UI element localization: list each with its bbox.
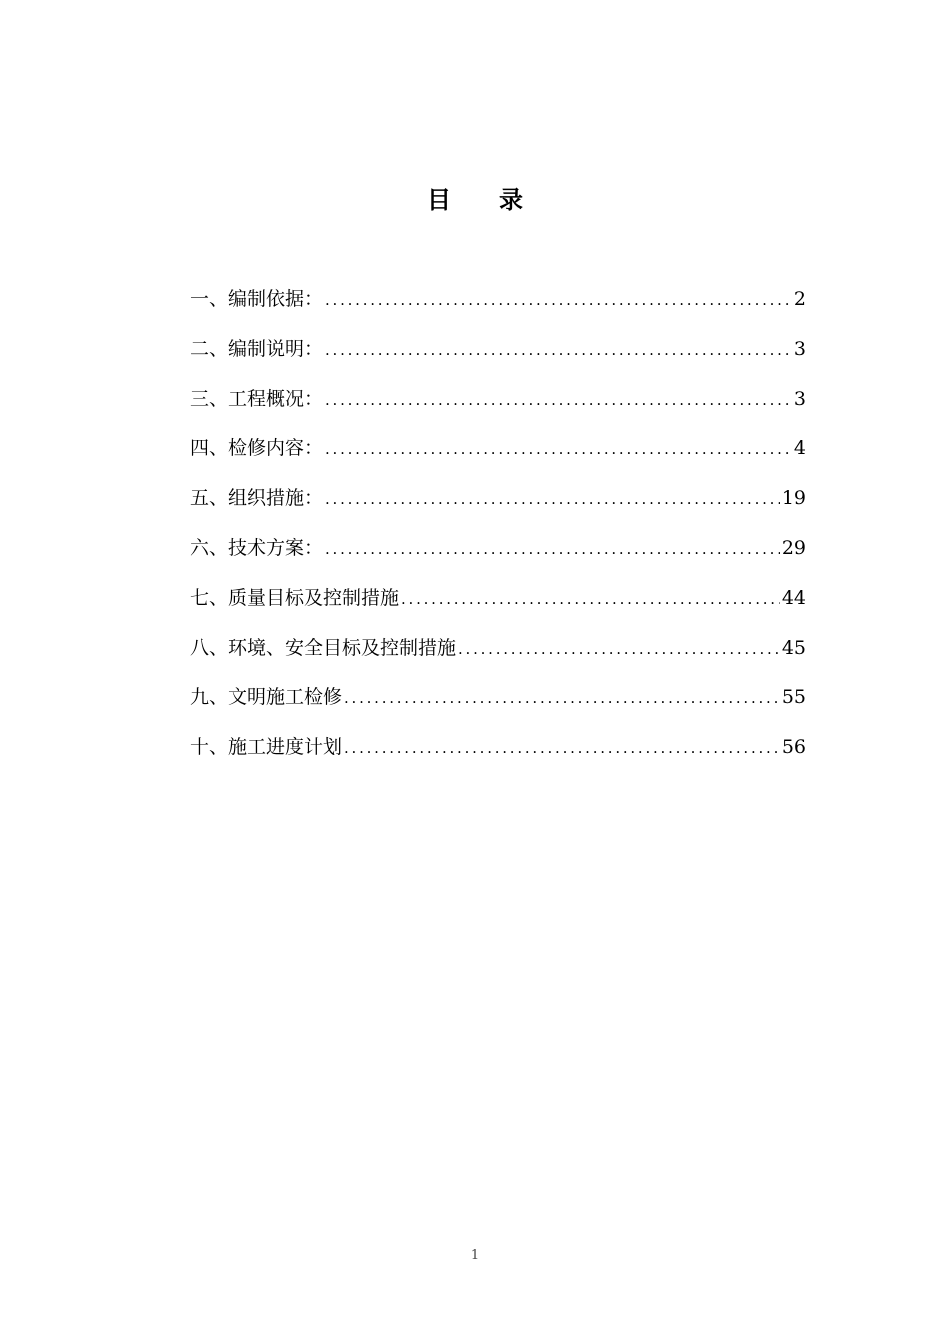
toc-entry[interactable] [190, 433, 806, 483]
toc-entry-label: 十、施工进度计划 [190, 736, 343, 759]
toc-dot-leader [458, 634, 780, 664]
page-number: 1 [470, 1248, 480, 1263]
toc-entry-page: 2 [793, 288, 806, 310]
toc-entry[interactable] [190, 284, 806, 334]
toc-dot-leader [325, 285, 792, 315]
toc-entry-label: 五、组织措施： [190, 487, 324, 510]
toc-dot-leader [325, 484, 780, 514]
toc-entry-page: 3 [793, 337, 806, 360]
toc-entry-page: 3 [793, 387, 806, 410]
toc-entry-page: 4 [793, 437, 806, 460]
toc-dot-leader [344, 683, 780, 713]
toc-dot-leader [401, 584, 780, 614]
toc-entry-label: 二、编制说明： [190, 337, 324, 360]
toc-entry-page: 29 [781, 536, 806, 559]
toc-dot-leader [325, 534, 780, 564]
toc-entry-page: 19 [781, 487, 806, 510]
toc-entry[interactable] [190, 583, 806, 633]
toc-entry[interactable] [190, 732, 806, 782]
toc-entry-page: 56 [781, 736, 806, 759]
toc-entry[interactable] [190, 483, 806, 533]
toc-dot-leader [325, 385, 792, 415]
toc-entry-label: 一、编制依据： [190, 288, 324, 310]
toc-entry-label: 三、工程概况： [190, 387, 324, 410]
toc-entry[interactable] [190, 384, 806, 434]
toc-entry-page: 44 [781, 586, 806, 609]
table-of-contents [190, 284, 806, 782]
toc-entry[interactable] [190, 334, 806, 384]
toc-dot-leader [325, 434, 792, 464]
toc-entry-label: 九、文明施工检修 [190, 686, 343, 709]
toc-dot-leader [325, 335, 792, 365]
title-char: 录 [499, 186, 523, 214]
toc-entry-page: 55 [781, 686, 806, 709]
toc-entry-label: 八、环境、安全目标及控制措施 [190, 636, 457, 659]
page-title [0, 180, 950, 215]
toc-entry[interactable] [190, 682, 806, 732]
toc-entry-label: 七、质量目标及控制措施 [190, 586, 400, 609]
toc-entry-label: 六、技术方案： [190, 536, 324, 559]
toc-dot-leader [344, 733, 780, 763]
toc-entry-label: 四、检修内容： [190, 437, 324, 460]
toc-entry[interactable] [190, 533, 806, 583]
toc-entry-page: 45 [781, 636, 806, 659]
title-char: 目 [427, 186, 451, 214]
toc-entry[interactable] [190, 633, 806, 683]
